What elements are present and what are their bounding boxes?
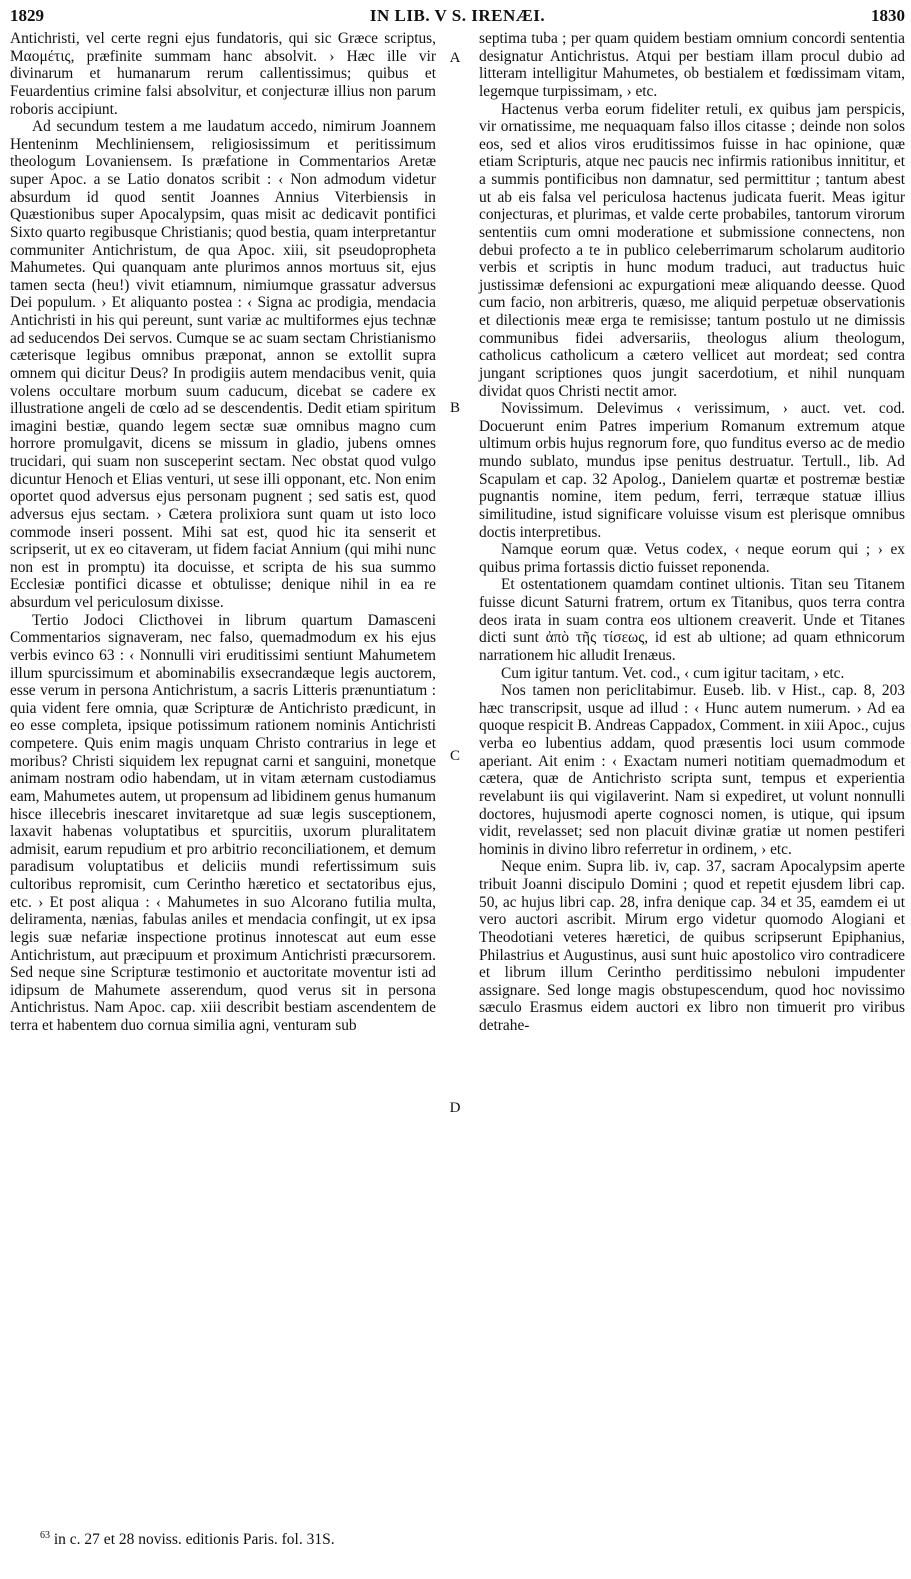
left-paragraph-2: Ad secundum testem a me laudatum accedo, nimirum Joannem Henteninm Mechliniensem, religiosissimum et peritissimum theologum Lovaniensem. Is præfatione in Commentarios Aretæ super Apoc. a se Latio donatos scribit : ‹ Non admodum videtur absurdum id quod sentit Joannes Annius Viterbiensis in Quæstionibus super Apocalypsim, quas misit ac dedicavit pontifici Sixto quarto regibusque Christianis; quod bestia, quam interpretantur communiter Antichristum, de qua Apoc. xiii, sit pseudopropheta Mahumetes. Qui quanquam ante plurimos annos mortuus sit, ejus tamen secta (heu!) vivit etiamnum, nimiumque grassatur adversus Dei populum. › Et aliquanto postea : ‹ Signa ac prodigia, mendacia Antichristi in his qui pereunt, sunt variæ ac multiformes ejus technæ ad seducendos Dei servos. Cumque se ac suam sectam Christianismo cæterisque legibus omnibus præponat, annon se extollit supra omnem qui dicitur Deus? In prodigiis autem mendacibus venit, quia volens occultare morbum suum caducum, dicebat se cadere ex illustratione angeli de cœlo ad se descendentis. Dedit etiam spiritum imagini bestiæ, quando legem sectæ suæ omnibus magno cum horrore promulgavit, dicens se missum in gladio, jubens omnes trucidari, qui suam non susceperint sectam. Nec obstat quod vulgo dicuntur Henoch et Elias venturi, ut sese illi opponant, etc. Non enim oportet quod adversus ejus personam pugnent ; sed satis est, quod adversus ejus sectam. › Cætera prolixiora sunt quam ut isto loco commode inseri possent. Mihi sat est, quod hic ita senserit et scripserit, ut ex eo citaveram, ut fidem faciat Annium (qui mihi nunc non est in promptu) ita docuisse, et scripta de his sua summo Ecclesiæ pontifici dicasse et obtulisse; denique nihil in ea re absurdum vel periculosum dixisse.	[10, 118, 436, 611]
page-number-right: 1830	[871, 6, 905, 25]
page-number-left: 1829	[10, 6, 44, 25]
running-title: IN LIB. V S. IRENÆI.	[369, 6, 546, 25]
footnote	[40, 1530, 335, 1549]
margin-marker-a: A	[449, 50, 461, 66]
margin-marker-c: C	[449, 748, 460, 764]
right-paragraph-8: Neque enim. Supra lib. iv, cap. 37, sacram Apocalypsim aperte tribuit Joanni discipulo Domini ; quod et repetit ejusdem libri cap. 50, ac hujus libri cap. 28, infra denique cap. 34 et 35, eamdem ei ut vero auctori ascribit. Mirum ergo videtur quomodo Alogiani et Theodotiani veteres hæretici, de quibus scripserunt Epiphanius, Philastrius et Augustinus, ausi sunt huic apostolico viro contradicere et librum illum Cerintho perditissimo nebuloni impudenter assignare. Sed longe magis obstupescendum, quod hoc novissimo sæculo Erasmus eidem auctori ex libro non timuerit pro viribus detrahe-	[479, 858, 905, 1034]
right-paragraph-4: Namque eorum quæ. Vetus codex, ‹ neque eorum qui ; › ex quibus prima fortassis dictio fuisset reponenda.	[479, 541, 905, 576]
right-paragraph-5: Et ostentationem quamdam continet ultionis. Titan seu Titanem fuisse dicunt Saturni fratrem, ortum ex Titanibus, quos terra contra deos irata in suam contra eos ultionem creaverit. Unde et Titanes dicti sunt ἀπὸ τῆς τίσεως, id est ab ultione; ad quam ethnicorum narrationem hic alludit Irenæus.	[479, 576, 905, 664]
footnote-number: 63	[40, 1530, 50, 1541]
footnote-text: in c. 27 et 28 noviss. editionis Paris. fol. 31S.	[53, 1531, 335, 1548]
left-column	[10, 30, 436, 1035]
right-paragraph-1: septima tuba ; per quam quidem bestiam omnium concordi sententia designatur Antichristus. Atqui per bestiam illam procul dubio ad litteram intelligitur Mahumetes, ob bestialem et fœdissimam vitam, legemque turpissimam, › etc.	[479, 30, 905, 100]
right-paragraph-6: Cum igitur tantum. Vet. cod., ‹ cum igitur tacitam, › etc.	[501, 664, 845, 682]
left-paragraph-1: Antichristi, vel certe regni ejus fundatoris, qui sic Græce scriptus, Μαομέτις, præfinite summam hanc absolvit. › Hæc ille vir divinarum et humanarum rerum callentissimus; quibus et Feuardentius crimine falsi absolvitur, et conjecturæ illius non parum roboris accipiunt.	[10, 30, 436, 118]
right-paragraph-3: Novissimum. Delevimus ‹ verissimum, › auct. vet. cod. Docuerunt enim Patres imperium Romanum extremum atque ultimum orbis hujus regnorum fore, quo funditus everso ac de medio mundo sublato, mundus ipse penitus destruatur. Tertull., lib. Ad Scapulam et cap. 32 Apolog., Danielem quartæ et postremæ bestiæ pugnantis nomine, item pedum, ferri, terræque statuæ illius similitudine, istud significare voluisse visum est plerisque omnibus doctis interpretibus.	[479, 400, 905, 541]
left-paragraph-3: Tertio Jodoci Clicthovei in librum quartum Damasceni Commentarios signaveram, nec falso, quemadmodum ex his ejus verbis evinco 63 : ‹ Nonnulli viri eruditissimi sentiunt Mahumetem illum spurcissimum et abominabilis exsecrandæque legis auctorem, esse verum in persona Antichristum, a sacris Litteris prænuntiatum : quia vident fere omnia, quæ Scripturæ de Antichristo prædicunt, in eo esse completa, ipsique potissimum rationem nominis Antichristi competere. Quis enim magis unquam Christo contrarius in lege et moribus? Christi siquidem lex repugnat carni et sanguini, monetque animam nostram odio habendam, ut in vitam æternam custodiamus eam, Mahumetes autem, ut propensum ad libidinem genus humanum hisce illecebris inescaret invitaretque ad suæ legis susceptionem, laxavit habenas voluptatibus et spurcitiis, uxorum pluralitatem admisit, earum repudium et pro arbitrio reconciliationem, et demum paradisum voluptatibus et deliciis mundi refertissimum suis cultoribus repromisit, cum Cerintho hæretico et sectatoribus ejus, etc. › Et post aliqua : ‹ Mahumetes in suo Alcorano futilia multa, deliramenta, nænias, fabulas aniles et mendacia confingit, ut ex ipsa legis suæ nefariæ inspectione protinus innotescat aut eum esse Antichristum, aut præcipuum et proximum Antichristi præcursorem. Sed neque sine Scripturæ testimonio et auctoritate moventur isti ad idipsum de Mahumete asserendum, quod verus sit in persona Antichristus. Nam Apoc. cap. xiii describit bestiam ascendentem de terra et habentem duo cornua similia agni, venturam sub	[10, 611, 436, 1034]
right-paragraph-2: Hactenus verba eorum fideliter retuli, ex quibus jam perspicis, vir ornatissime, me nequaquam falso illos citasse ; deinde non solos eos, sed et alios viros eruditissimos fuisse in hac opinione, quæ etiam Scripturis, atque nec paucis nec infirmis rationibus innititur, et a summis pontificibus non damnatur, sed permittitur ; tantum abest ut ab eis falsa vel periculosa hactenus judicata fuerit. Meas igitur conjecturas, et plurimas, et valde certe probabiles, tantorum virorum sententiis cum omni moderatione et submissione connectens, non debui profecto a te in publico celeberrimarum scholarum auditorio verbis et scriptis in hunc modum traduci, aut traductus huic justissimæ defensioni ac expurgationi meæ aliquando deesse. Quod cum facio, non arbitreris, quæso, me aliquid perpetuæ observationis et dilectionis meæ erga te remisisse; tantum postulo ut ne dimissis communibus fidei adversariis, theologus alium theologum, catholicus catholicum a cætero vellicet aut mordeat; sed contra jungant scriptiones quos jungit sacerdotium, et nihil nunquam dividat quos Christi nectit amor.	[479, 100, 905, 400]
right-paragraph-7: Nos tamen non periclitabimur. Euseb. lib. v Hist., cap. 8, 203 hæc transcripsit, usque ad illud : ‹ Hunc autem numerum. › Ad ea quoque respicit B. Andreas Cappadox, Comment. in xiii Apoc., cujus verba eo lubentius addam, quod præsentis loci usum commode aperiant. Ait enim : ‹ Exactam numeri notitiam quemadmodum et cætera, quæ de Antichristo scripta sunt, tempus et experientia revelabunt iis qui vigilaverint. Nam si expediret, ut volunt nonnulli doctores, hujusmodi aperte cognosci nomen, is utique, qui ipsum vidit, revelasset; sed non placuit divinæ gratiæ ut nomen pestiferi hominis in divino libro referretur in ordinem, › etc.	[479, 682, 905, 858]
running-header	[10, 6, 905, 32]
margin-marker-b: B	[449, 400, 460, 416]
right-column	[479, 30, 905, 1035]
margin-marker-d: D	[449, 1100, 461, 1116]
